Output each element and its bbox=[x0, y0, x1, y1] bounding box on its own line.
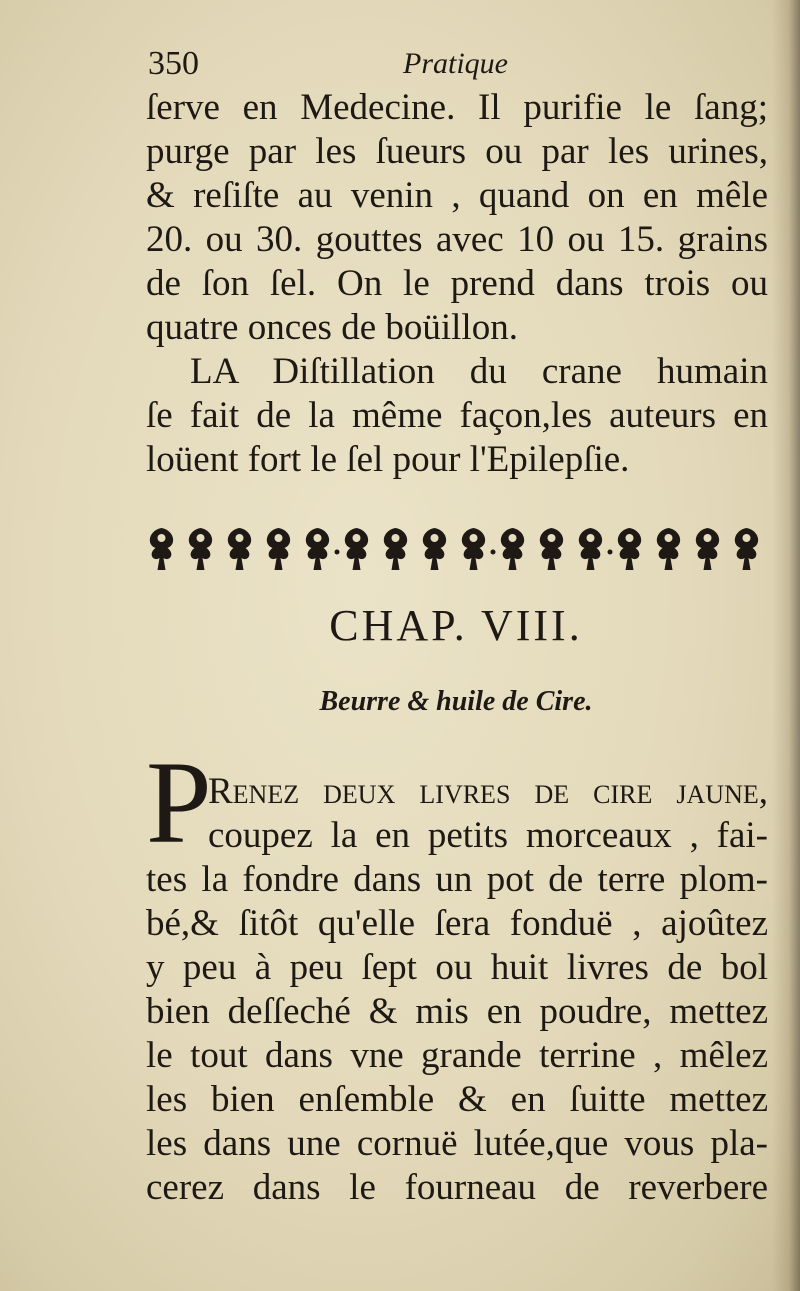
text-line: bé,& ſitôt qu'elle ſera fonduë , ajoûtez bbox=[146, 903, 768, 944]
paragraph-distillation bbox=[146, 350, 768, 482]
text-line: le tout dans vne grande terrine , mêlez bbox=[146, 1035, 768, 1076]
text-line: les dans une cornuë lutée,que vous pla- bbox=[146, 1123, 768, 1164]
text-line: de ſon ſel. On le prend dans trois ou bbox=[146, 263, 768, 304]
fleuron-glyph bbox=[345, 528, 368, 570]
text-line: ſe fait de la même façon,les auteurs en bbox=[146, 395, 768, 436]
fleuron-glyph bbox=[306, 528, 329, 570]
fleuron-glyph bbox=[150, 528, 173, 570]
text-line: ſerve en Medecine. Il purifie le ſang; bbox=[146, 87, 768, 128]
ornament-dot bbox=[608, 550, 613, 555]
text-line: loüent fort le ſel pour l'Epilepſie. bbox=[146, 439, 630, 480]
paragraph-recipe bbox=[146, 770, 768, 1210]
page-header bbox=[148, 40, 768, 88]
fleuron-glyph bbox=[579, 528, 602, 570]
fleuron-glyph bbox=[657, 528, 680, 570]
fleuron-glyph bbox=[540, 528, 563, 570]
fleuron-glyph bbox=[696, 528, 719, 570]
text-line: 20. ou 30. gouttes avec 10 ou 15. grains bbox=[146, 219, 768, 260]
running-head: Pratique bbox=[403, 47, 508, 80]
fleuron-glyph bbox=[462, 528, 485, 570]
drop-cap: P bbox=[146, 737, 212, 868]
paragraph-medecine bbox=[146, 86, 768, 350]
text-line: Renez deux livres de cire jaune, bbox=[208, 771, 768, 812]
fleuron-glyph bbox=[384, 528, 407, 570]
text-line: & reſiſte au venin , quand on en mêle bbox=[146, 175, 768, 216]
text-line: les bien enſemble & en ſuitte mettez bbox=[146, 1079, 768, 1120]
decorative-fleuron-band bbox=[142, 522, 766, 576]
text-line: cerez dans le fourneau de reverbere bbox=[146, 1167, 768, 1208]
text-line: y peu à peu ſept ou huit livres de bol bbox=[146, 947, 768, 988]
fleuron-glyph bbox=[189, 528, 212, 570]
text-line: bien deſſeché & mis en poudre, mettez bbox=[146, 991, 768, 1032]
fleuron-glyph bbox=[423, 528, 446, 570]
fleuron-glyph bbox=[735, 528, 758, 570]
text-line: coupez la en petits morceaux , fai- bbox=[208, 815, 768, 856]
fleuron-glyph bbox=[618, 528, 641, 570]
page-gutter-shadow bbox=[772, 0, 800, 1291]
chapter-subtitle: Beurre & huile de Cire. bbox=[319, 686, 593, 717]
page-number: 350 bbox=[148, 45, 199, 82]
text-line: quatre onces de boüillon. bbox=[146, 307, 518, 348]
text-line: LA Diſtillation du crane humain bbox=[190, 351, 768, 392]
ornament-dot bbox=[335, 550, 340, 555]
fleuron-glyph bbox=[267, 528, 290, 570]
ornament-dot bbox=[491, 550, 496, 555]
text-line: tes la fondre dans un pot de terre plom- bbox=[146, 859, 768, 900]
chapter-title: CHAP. VIII. bbox=[329, 601, 583, 650]
text-line: purge par les ſueurs ou par les urines, bbox=[146, 131, 768, 172]
fleuron-glyph bbox=[228, 528, 251, 570]
fleuron-glyph bbox=[501, 528, 524, 570]
